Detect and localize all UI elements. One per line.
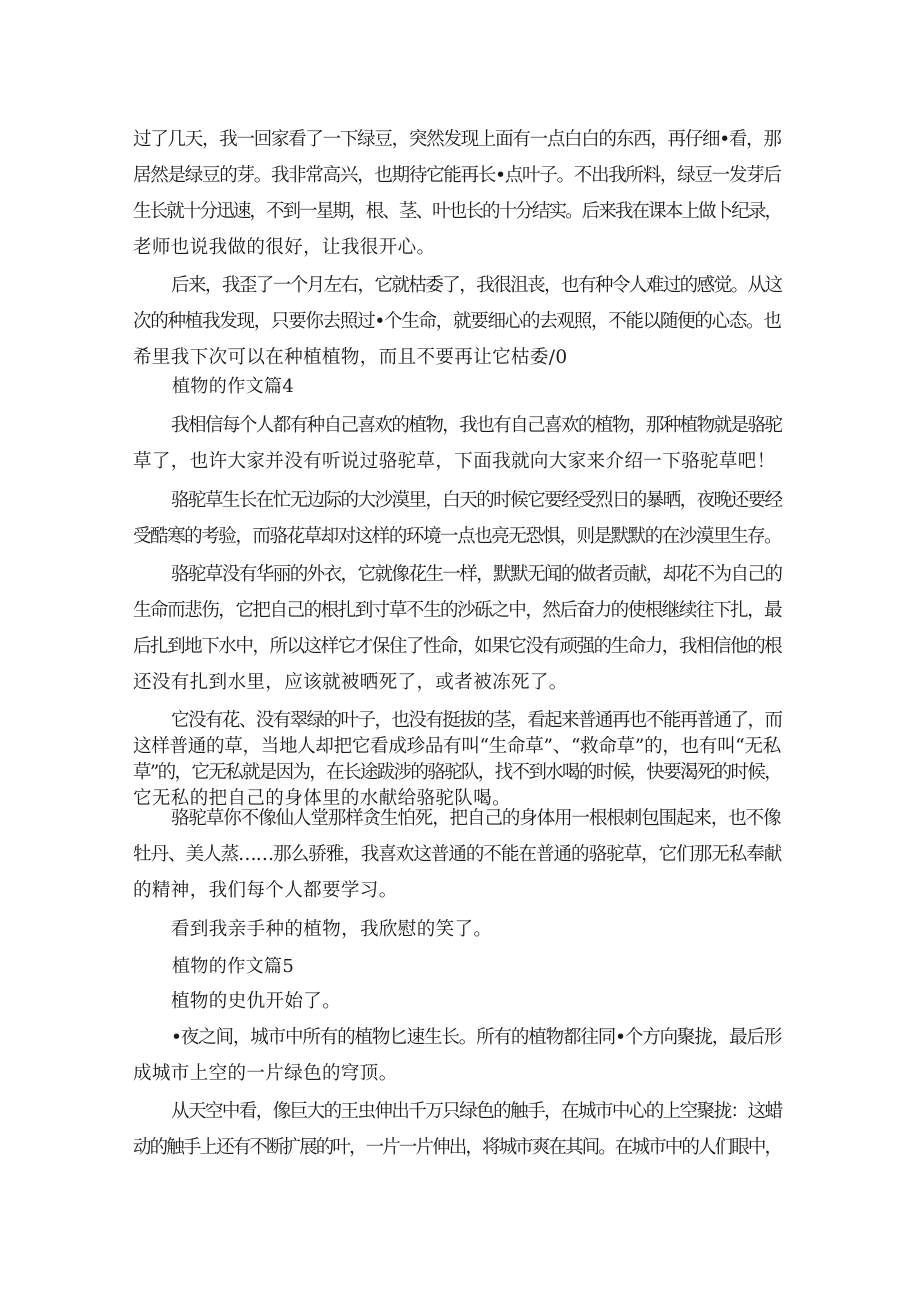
text-line: 看到我亲手种的植物，我欣慰的笑了。 (171, 919, 493, 940)
paragraph-10 (133, 1020, 781, 1092)
text-line: 生长就十分迅速，不到一星期，根、茎、叶也长的十分结实。后来我在课本上做卜纪录， (133, 201, 782, 222)
text-line: 草”的，它无私就是因为，在长途跋涉的骆驼队，找不到水喝的时候，快要渴死的时候， (133, 762, 782, 783)
text-line: 还没有扎到水里，应该就被晒死了，或者被冻死了。 (133, 672, 568, 693)
text-line: 后扎到地下水中，所以这样它才保住了性命，如果它没有顽强的生命力，我相信他的根 (133, 636, 782, 657)
text-line: 受酷寒的考验，而骆花草却对这样的环境一点也亮无恐惧，则是默默的在沙漠里生存。 (133, 526, 782, 547)
section-heading-5: 植物的作文篇5 (172, 956, 295, 977)
text-line: 老师也说我做的很好，让我很开心。 (133, 237, 436, 258)
text-line: 居然是绿豆的芽。我非常高兴，也期待它能再长•点叶子。不出我所料，绿豆一发芽后 (133, 165, 781, 186)
section-heading-4: 植物的作文篇4 (172, 376, 295, 397)
text-line: 动的触手上还有不断扩展的叶，一片一片伸出，将城市爽在其间。在城市中的人们眼中， (133, 1137, 782, 1158)
text-line: 的精神，我们每个人都要学习。 (133, 880, 398, 901)
text-line: 次的种植我发现，只要你去照过•个生命，就要细心的去观照，不能以随便的心态。也 (133, 311, 781, 332)
text-line: 它没有花、没有翠绿的叶子，也没有挺拔的茎，看起来普通再也不能再普通了，而 (171, 710, 782, 731)
text-line: 骆驼草没有华丽的外衣，它就像花生一样，默默无闻的做者贡献，却花不为自己的 (171, 564, 782, 585)
text-line: 生命而悲伤，它把自己的根扎到寸草不生的沙砾之中，然后奋力的使根继续往下扎，最 (133, 600, 782, 621)
text-line: 我相信每个人都有种自己喜欢的植物，我也有自己喜欢的植物，那种植物就是骆驼 (171, 415, 782, 436)
text-line: 草了，也许大家并没有听说过骆驼草，下面我就向大家来介绍一下骆驼草吧！ (133, 451, 776, 472)
text-line: 从天空中看，像巨大的王虫伸出千万只绿色的触手，在城市中心的上空聚拢：这蜡 (171, 1101, 782, 1122)
paragraph-8 (133, 912, 781, 948)
text-line: 骆驼草你不像仙人堂那样贪生怕死，把自己的身体用一根根刺包围起来，也不像 (171, 808, 781, 829)
paragraph-2 (133, 268, 781, 376)
text-line: 牡丹、美人蒸……那么骄雅，我喜欢这普通的不能在普通的骆驼草，它们那无私奉献 (133, 844, 782, 865)
paragraph-4 (133, 483, 781, 555)
paragraph-6 (133, 708, 781, 812)
text-line: •夜之间，城市中所有的植物匕速生长。所有的植物都往同•个方向聚拢，最后形 (171, 1027, 782, 1048)
paragraph-9 (133, 984, 781, 1020)
paragraph-1 (133, 122, 781, 266)
paragraph-11 (133, 1094, 781, 1166)
text-line: 成城市上空的一片绿色的穹顶。 (133, 1063, 398, 1084)
text-line: 过了几天，我一回家看了一下绿豆，突然发现上面有一点白白的东西，再仔细•看，那 (133, 129, 781, 150)
paragraph-5 (133, 557, 781, 701)
text-line: 骆驼草生长在忙无边际的大沙漠里，白天的时候它要经受烈日的暴晒，夜晚还要经 (171, 490, 782, 511)
text-line: 这样普通的草，当地人却把它看成珍品有叫“生命草”、“救命草”的，也有叫“无私 (133, 736, 781, 757)
text-line: 它无私的把自己的身体里的水献给骆驼队喝。 (133, 788, 512, 809)
text-line: 后来，我歪了一个月左右，它就枯委了，我很沮丧，也有种令人难过的感觉。从这 (171, 275, 782, 296)
text-line: 希里我下次可以在种植植物，而且不要再让它枯委/0 (133, 347, 568, 368)
paragraph-3 (133, 408, 781, 480)
text-line: 植物的史仇开始了。 (171, 991, 342, 1012)
paragraph-7 (133, 801, 781, 909)
